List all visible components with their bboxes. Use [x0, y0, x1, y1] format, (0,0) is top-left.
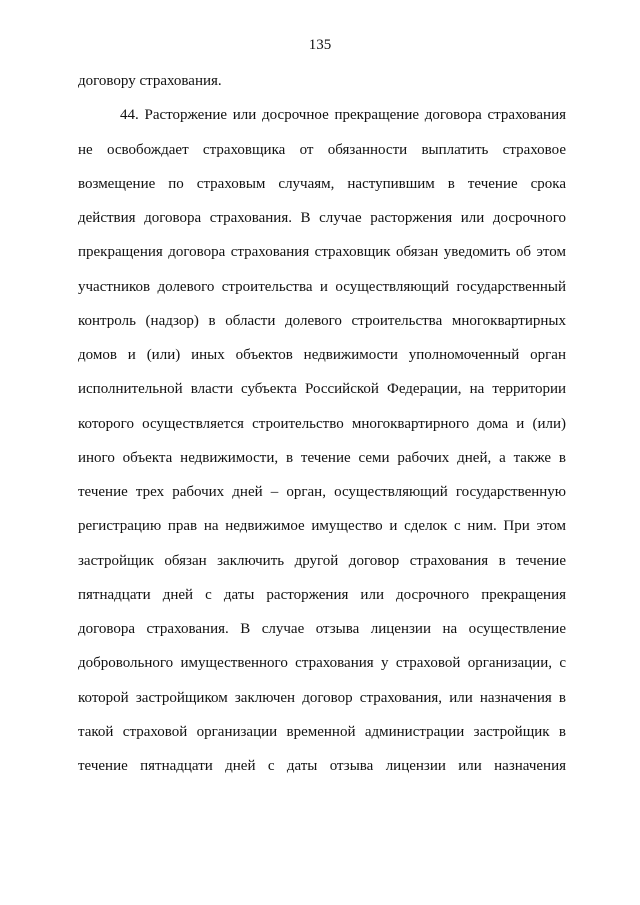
text-line: пятнадцати дней с даты расторжения или досрочного прекращения — [78, 586, 566, 603]
text-line: 44. Расторжение или досрочное прекращение договора страхования — [120, 107, 566, 124]
text-line: договору страхования. — [78, 73, 222, 89]
text-line: участников долевого строительства и осуществляющий государственный — [78, 278, 566, 295]
text-line: контроль (надзор) в области долевого строительства многоквартирных — [78, 312, 566, 329]
text-line: добровольного имущественного страхования у страховой организации, с — [78, 655, 566, 672]
text-line: договора страхования. В случае отзыва лицензии на осуществление — [78, 621, 566, 637]
text-line: иного объекта недвижимости, в течение семи рабочих дней, а также в — [78, 449, 566, 466]
text-line: которого осуществляется строительство многоквартирного дома и (или) — [78, 415, 566, 432]
text-line: исполнительной власти субъекта Российской Федерации, на территории — [78, 381, 566, 398]
text-line: действия договора страхования. В случае расторжения или досрочного — [78, 210, 566, 226]
text-line: течение пятнадцати дней с даты отзыва лицензии или назначения — [78, 758, 566, 774]
page-number: 135 — [308, 37, 332, 53]
text-line: не освобождает страховщика от обязанности выплатить страховое — [78, 141, 566, 158]
text-line: такой страховой организации временной администрации застройщик в — [78, 723, 566, 740]
text-line: домов и (или) иных объектов недвижимости уполномоченный орган — [78, 347, 566, 363]
text-line: регистрацию прав на недвижимое имущество и сделок с ним. При этом — [78, 518, 566, 535]
text-line: прекращения договора страхования страховщик обязан уведомить об этом — [78, 244, 566, 261]
text-line: возмещение по страховым случаям, наступившим в течение срока — [78, 175, 566, 192]
text-line: течение трех рабочих дней – орган, осуществляющий государственную — [78, 484, 566, 500]
document-body — [78, 72, 566, 791]
text-line: застройщик обязан заключить другой договор страхования в течение — [78, 552, 566, 569]
text-line: которой застройщиком заключен договор страхования, или назначения в — [78, 689, 566, 706]
